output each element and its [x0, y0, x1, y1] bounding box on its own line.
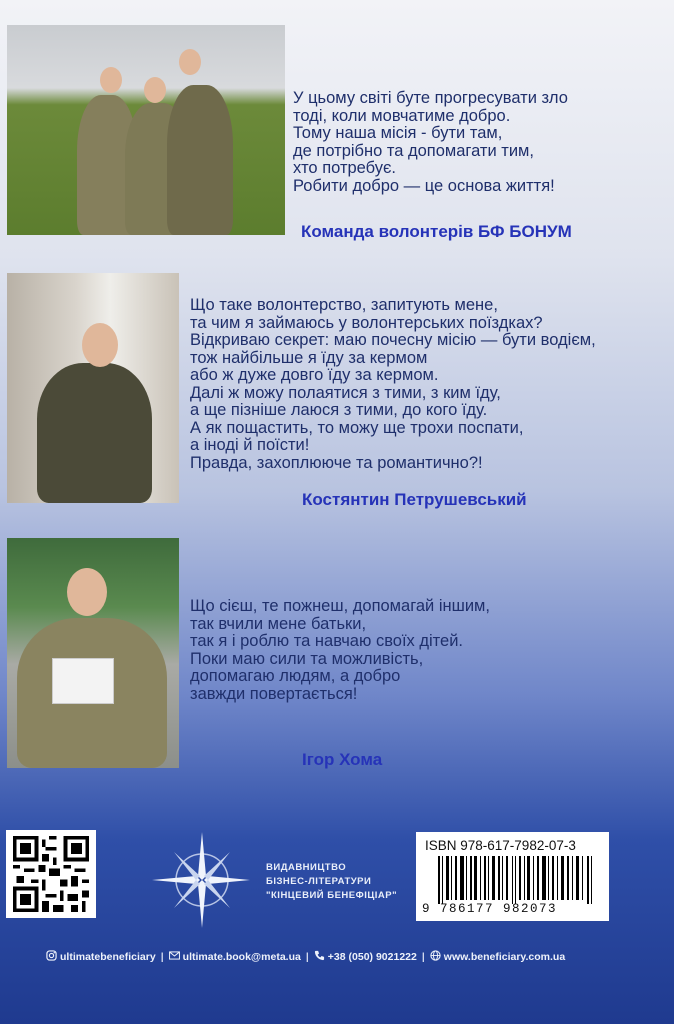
signature-team: Команда волонтерів БФ БОНУМ — [301, 222, 572, 241]
footer-contacts: ultimatebeneficiary | ultimate.book@meta.ua | +38 (050) 9021222 | www.beneficiary.com.ua — [46, 950, 565, 964]
website-link[interactable]: www.beneficiary.com.ua — [443, 951, 566, 963]
drone-box-photo — [7, 538, 179, 768]
publisher-name — [266, 861, 397, 903]
qr-code[interactable] — [6, 830, 96, 918]
quote-team: У цьому світі буте прогресувати зло тоді, коли мовчатиме добро. Тому наша місія - бути там, де потрібно та допомагати тим, хто потребує. Робити добро — це основа життя! — [293, 89, 568, 195]
qr-code-icon — [12, 836, 90, 912]
isbn-digits: 9 786177 982073 — [422, 902, 558, 916]
compass-star-icon — [150, 830, 250, 930]
email-link[interactable]: ultimate.book@meta.ua — [182, 951, 301, 963]
signature-driver: Костянтин Петрушевський — [302, 490, 527, 509]
quote-driver: Що таке волонтерство, запитують мене, та чим я займаюсь у волонтерських поїздках? Відкриваю секрет: маю почесну місію — бути водієм, тож найбільше я їду за кермом або ж дуже довго їду за кермом. Далі ж можу полаятися з тими, з ким їду, а ще пізніше лаюся з тими, до кого їду. А як пощастить, то можу ще трохи поспати, а іноді й поїсти! Правда, захоплююче та романтично?! — [190, 296, 596, 472]
quote-ihor: Що сієш, те пожнеш, допомагай іншим, так вчили мене батьки, так я і роблю та навчаю своїх дітей. Поки маю сили та можливість, допомагаю людям, а добро завжди повертається! — [190, 597, 490, 703]
publisher-line3: "КІНЦЕВИЙ БЕНЕФІЦІАР" — [266, 890, 398, 901]
globe-icon — [430, 950, 441, 964]
driver-portrait-photo — [7, 273, 179, 503]
isbn-label: ISBN 978-617-7982-07-3 — [425, 838, 576, 853]
publisher-line1: ВИДАВНИЦТВО — [266, 862, 347, 873]
drone-box — [52, 658, 114, 704]
instagram-link[interactable]: ultimatebeneficiary — [60, 951, 156, 963]
instagram-icon — [46, 950, 57, 964]
phone-number[interactable]: +38 (050) 9021222 — [327, 951, 417, 963]
signature-ihor: Ігор Хома — [302, 750, 383, 769]
phone-icon — [314, 950, 325, 964]
isbn-barcode-box — [416, 832, 609, 921]
volunteers-group-photo — [7, 25, 285, 235]
publisher-line2: БІЗНЕС-ЛІТЕРАТУРИ — [266, 876, 372, 887]
barcode — [436, 856, 596, 904]
mail-icon — [169, 951, 180, 963]
